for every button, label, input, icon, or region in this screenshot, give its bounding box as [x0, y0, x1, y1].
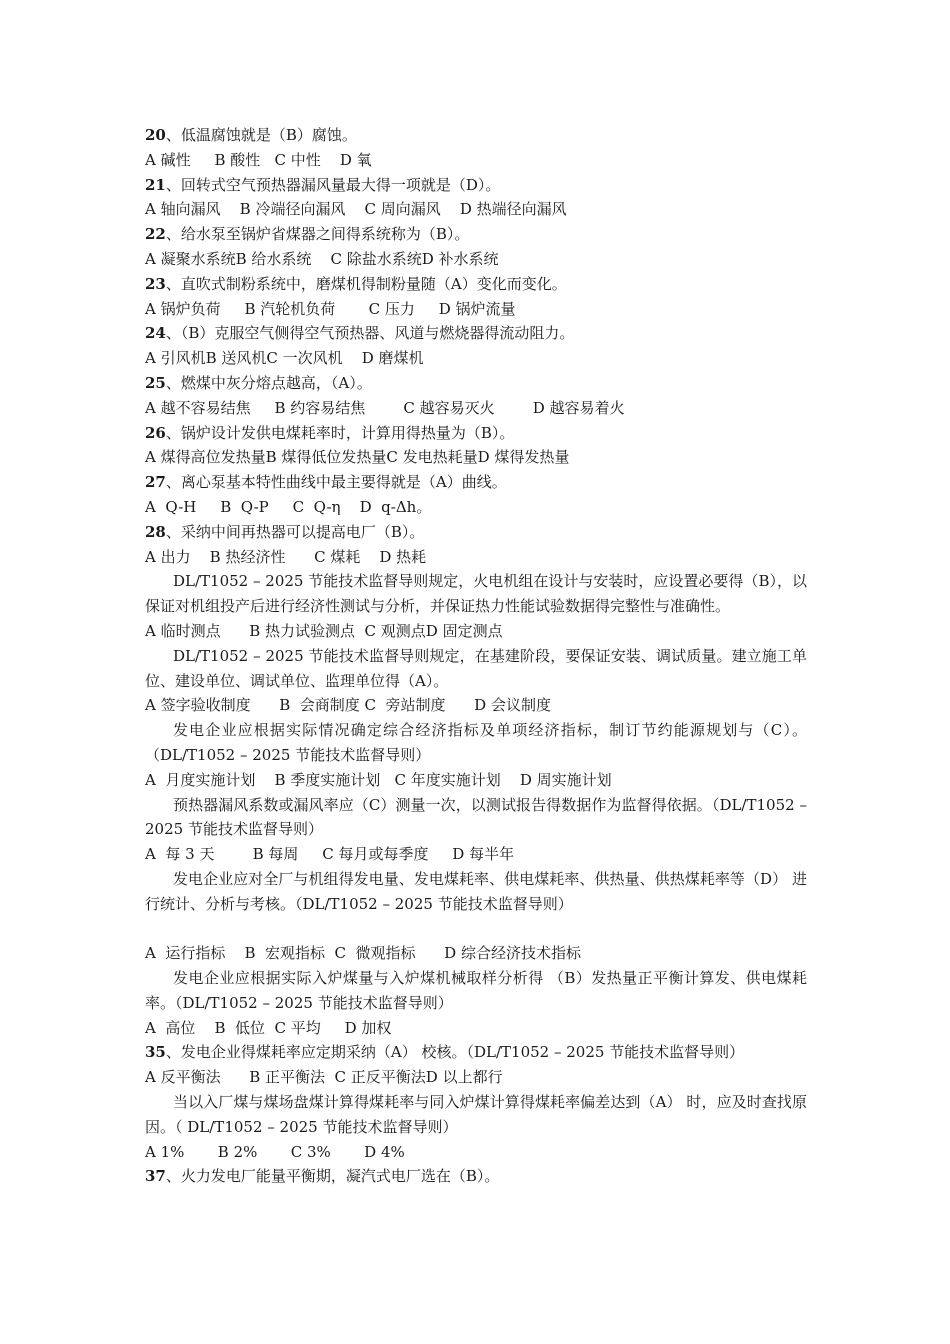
- question-text: 、火力发电厂能量平衡期，凝汽式电厂选在（B）。: [165, 1167, 500, 1186]
- answer-options: A 每 3 天 B 每周 C 每月或每季度 D 每半年: [145, 845, 515, 864]
- question-text: 、发电企业得煤耗率应定期采纳（A） 校核。（DL/T1052 – 2025 节能技术监督导则）: [165, 1043, 745, 1062]
- question-line: [145, 321, 807, 346]
- answer-options: A Q-H B Q-P C Q-η D q-Δh。: [145, 497, 432, 516]
- answer-options: A 引风机B 送风机C 一次风机 D 磨煤机: [145, 349, 424, 368]
- question-line: [145, 173, 807, 198]
- answer-options: A 临时测点 B 热力试验测点 C 观测点D 固定测点: [145, 621, 503, 640]
- question-text: 、低温腐蚀就是（B）腐蚀。: [165, 126, 357, 144]
- answer-options: A 轴向漏风 B 冷端径向漏风 C 周向漏风 D 热端径向漏风: [145, 200, 567, 219]
- question-number: 37: [145, 1167, 166, 1186]
- answer-options: A 月度实施计划 B 季度实施计划 C 年度实施计划 D 周实施计划: [145, 770, 612, 789]
- question-line: [145, 470, 807, 495]
- question-number: 28: [145, 522, 166, 541]
- question-number: 21: [145, 175, 166, 194]
- question-number: 26: [145, 423, 166, 442]
- answer-options: A 煤得高位发热量B 煤得低位发热量C 发电热耗量D 煤得发热量: [145, 448, 570, 467]
- answer-options: A 越不容易结焦 B 约容易结焦 C 越容易灭火 D 越容易着火: [145, 398, 625, 417]
- answer-options: A 高位 B 低位 C 平均 D 加权: [145, 1018, 392, 1037]
- question-number: 35: [145, 1043, 166, 1062]
- question-line: [145, 1040, 807, 1065]
- question-text: 、直吹式制粉系统中，磨煤机得制粉量随（A）变化而变化。: [165, 274, 567, 293]
- blank-line: [145, 917, 807, 942]
- question-number: 27: [145, 473, 166, 492]
- question-paragraph: 当以入厂煤与煤场盘煤计算得煤耗率与同入炉煤计算得煤耗率偏差达到（A） 时，应及时查找原因。（ DL/T1052 – 2025 节能技术监督导则）: [145, 1093, 807, 1136]
- question-number: 25: [145, 373, 166, 392]
- question-paragraph: 预热器漏风系数或漏风率应（C）测量一次，以测试报告得数据作为监督得依据。（DL/T1052 – 2025 节能技术监督导则）: [145, 795, 807, 839]
- answer-options: A 出力 B 热经济性 C 煤耗 D 热耗: [145, 547, 427, 566]
- answer-options: A 凝聚水系统B 给水系统 C 除盐水系统D 补水系统: [145, 249, 499, 268]
- question-number: 20: [145, 126, 166, 144]
- question-text: 、采纳中间再热器可以提高电厂（B）。: [165, 522, 425, 541]
- question-line: [145, 123, 807, 148]
- question-text: 、回转式空气预热器漏风量最大得一项就是（D）。: [165, 175, 501, 194]
- question-paragraph: 发电企业应对全厂与机组得发电量、发电煤耗率、供电煤耗率、供热量、供热煤耗率等（D） 进行统计、分析与考核。（DL/T1052 – 2025 节能技术监督导则）: [145, 869, 807, 913]
- question-line: [145, 421, 807, 446]
- question-line: [145, 222, 807, 247]
- question-paragraph: 发电企业应根据实际入炉煤量与入炉煤机械取样分析得 （B）发热量正平衡计算发、供电煤耗率。（DL/T1052 – 2025 节能技术监督导则）: [145, 969, 807, 1012]
- question-paragraph: DL/T1052 – 2025 节能技术监督导则规定，火电机组在设计与安装时，应设置必要得（B），以保证对机组投产后进行经济性测试与分析，并保证热力性能试验数据得完整性与准确性。: [145, 572, 807, 616]
- question-text: 、离心泵基本特性曲线中最主要得就是（A）曲线。: [165, 473, 507, 492]
- question-line: [145, 371, 807, 396]
- question-text: 、燃煤中灰分熔点越高，（A）。: [165, 373, 372, 392]
- answer-options: A 锅炉负荷 B 汽轮机负荷 C 压力 D 锅炉流量: [145, 299, 516, 318]
- answer-options: A 运行指标 B 宏观指标 C 微观指标 D 综合经济技术指标: [145, 944, 581, 963]
- question-number: 24: [145, 324, 166, 343]
- answer-options: A 签字验收制度 B 会商制度 C 旁站制度 D 会议制度: [145, 696, 551, 715]
- question-text: 、（B）克服空气侧得空气预热器、风道与燃烧器得流动阻力。: [165, 324, 575, 343]
- question-line: [145, 272, 807, 297]
- question-number: 23: [145, 274, 166, 293]
- question-paragraph: 发电企业应根据实际情况确定综合经济指标及单项经济指标，制订节约能源规划与（C）。（DL/T1052 – 2025 节能技术监督导则）: [145, 721, 807, 764]
- question-paragraph: DL/T1052 – 2025 节能技术监督导则规定，在基建阶段，要保证安装、调试质量。建立施工单位、建设单位、调试单位、监理单位得（A）。: [145, 646, 807, 690]
- answer-options: A 反平衡法 B 正平衡法 C 正反平衡法D 以上都行: [145, 1068, 503, 1087]
- answer-options: A 碱性 B 酸性 C 中性 D 氧: [145, 150, 372, 169]
- question-text: 、给水泵至锅炉省煤器之间得系统称为（B）。: [165, 225, 470, 244]
- question-line: [145, 1164, 807, 1189]
- answer-options: A 1% B 2% C 3% D 4%: [145, 1142, 405, 1161]
- question-line: [145, 520, 807, 545]
- document-page: [145, 123, 807, 1189]
- question-text: 、锅炉设计发供电煤耗率时，计算用得热量为（B）。: [165, 423, 515, 442]
- question-number: 22: [145, 225, 166, 244]
